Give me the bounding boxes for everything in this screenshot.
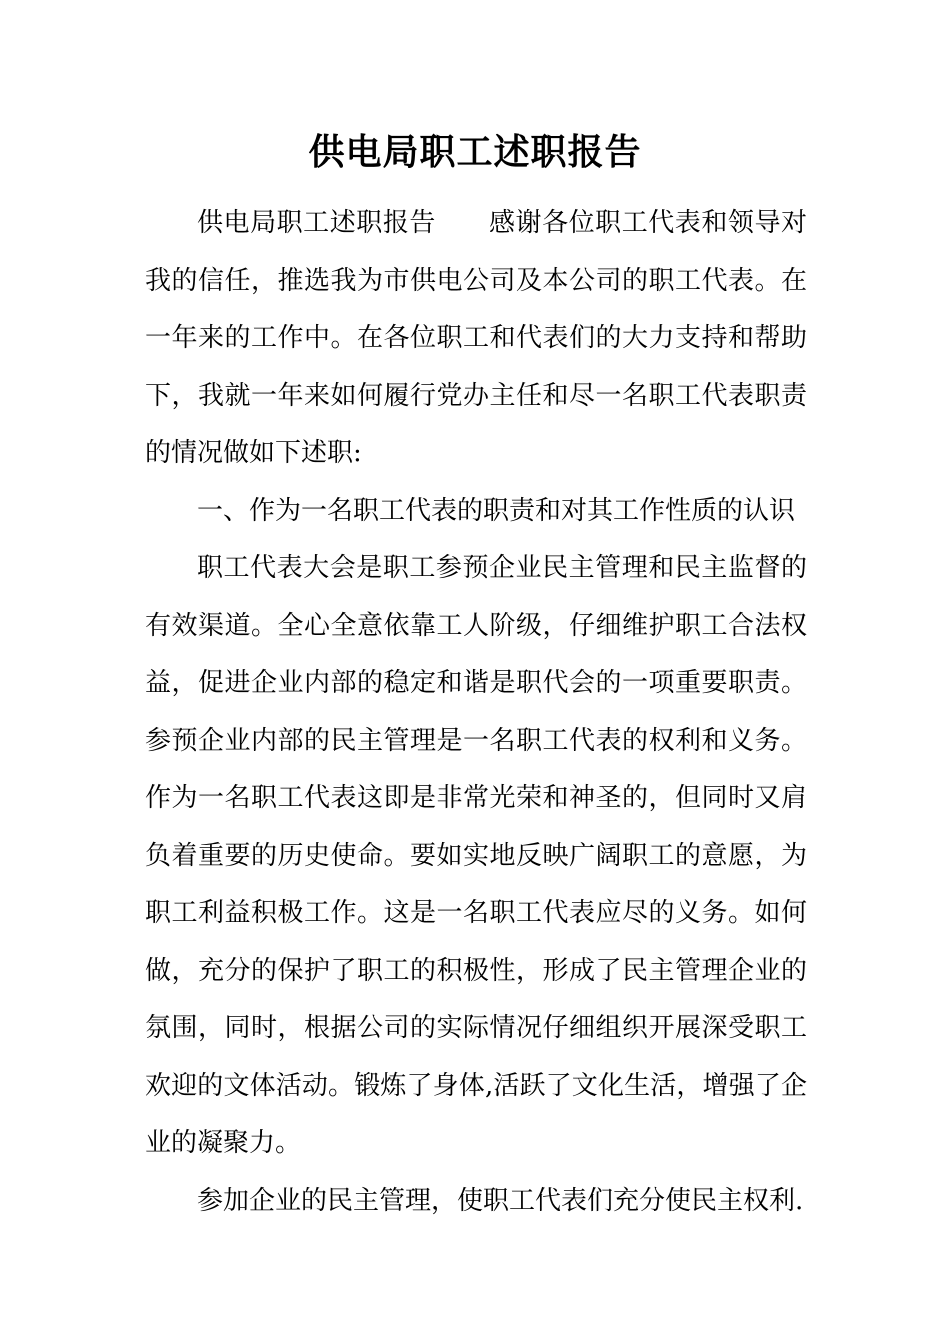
document-title: 供电局职工述职报告 — [308, 131, 642, 173]
paragraph-duties: 职工代表大会是职工参预企业民主管理和民主监督的有效渠道。全心全意依靠工人阶级，仔细维护职工合法权益，促进企业内部的稳定和谐是职代会的一项重要职责。参预企业内部的民主管理是一名职工代表的权利和义务。作为一名职工代表这即是非常光荣和神圣的，但同时又肩负着重要的历史使命。要如实地反映广阔职工的意愿，为职工利益积极工作。这是一名职工代表应尽的义务。如何做，充分的保护了职工的积极性，形成了民主管理企业的氛围，同时，根据公司的实际情况仔细组织开展深受职工欢迎的文体活动。锻炼了身体,活跃了文化生活，增强了企业的凝聚力。 — [145, 553, 807, 1158]
document-body — [145, 195, 807, 1230]
paragraph-participation: 参加企业的民主管理，使职工代表们充分使民主权利. — [197, 1185, 804, 1216]
paragraph-section-heading: 一、作为一名职工代表的职责和对其工作性质的认识 — [197, 495, 796, 526]
paragraph-intro: 供电局职工述职报告 感谢各位职工代表和领导对我的信任，推选我为市供电公司及本公司的职工代表。在一年来的工作中。在各位职工和代表们的大力支持和帮助下，我就一年来如何履行党办主任和尽一名职工代表职责的情况做如下述职: — [145, 208, 807, 468]
